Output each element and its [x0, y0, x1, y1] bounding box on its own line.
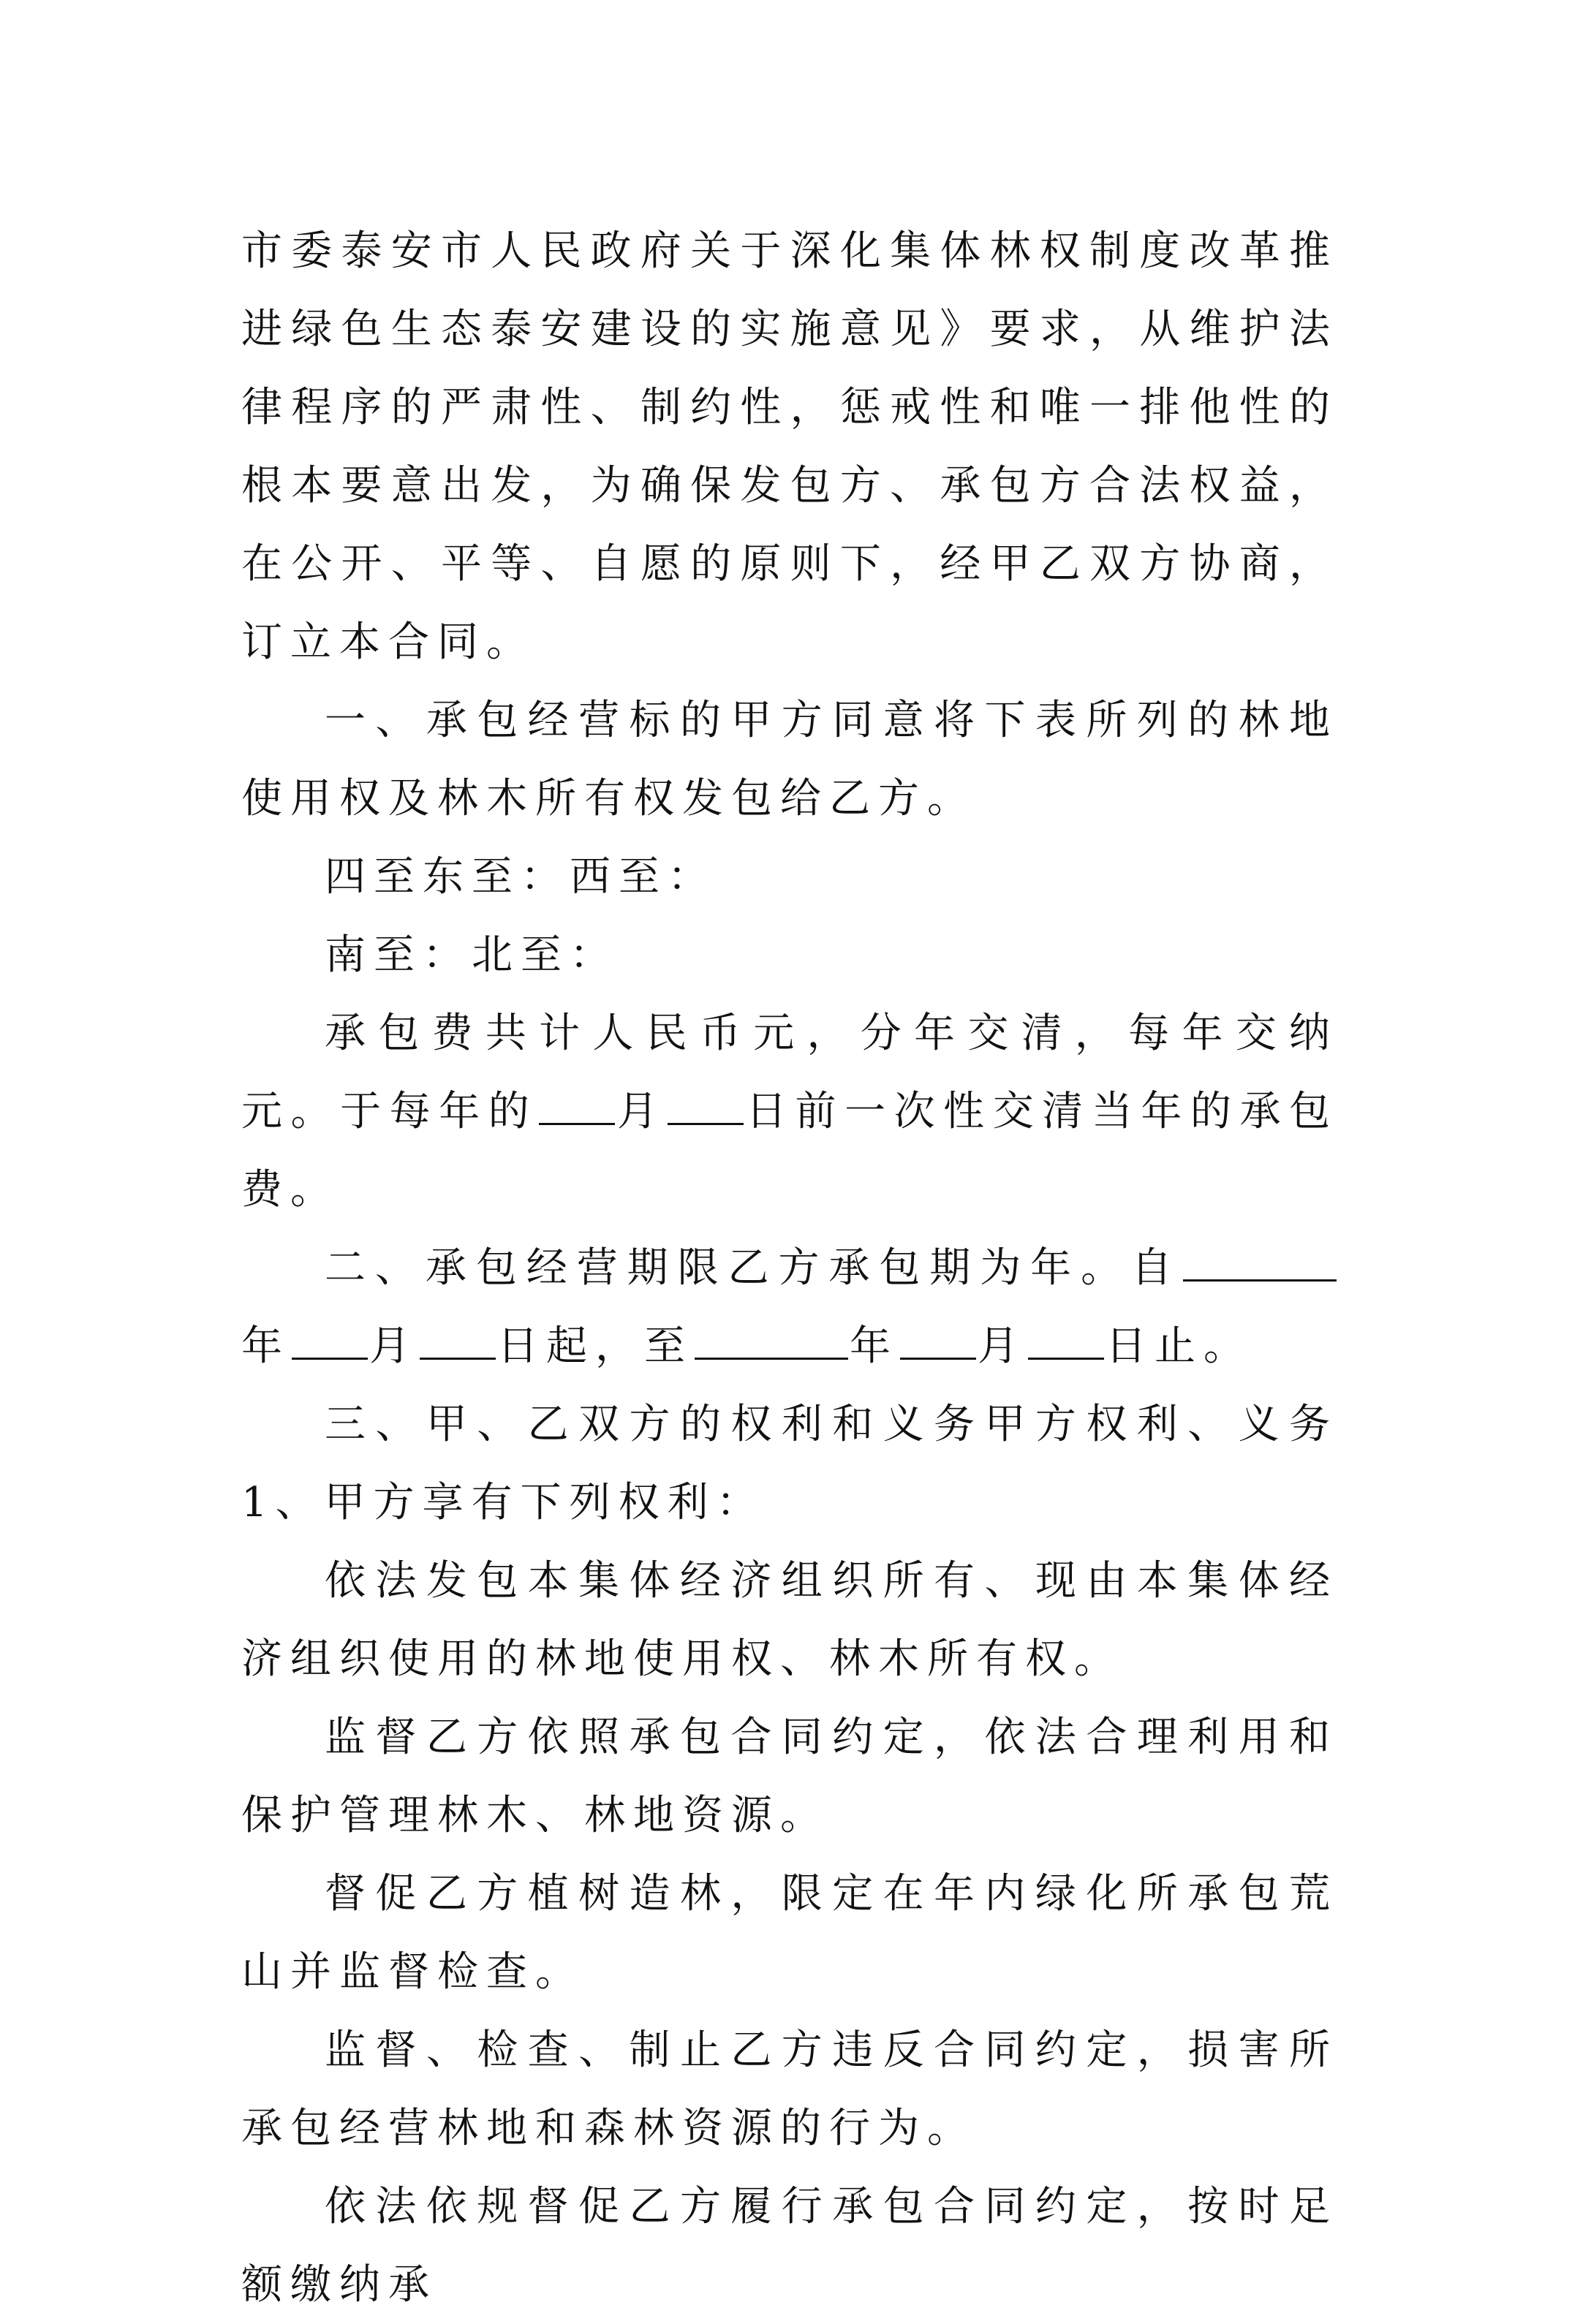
paragraph-right-1: 依法发包本集体经济组织所有、现由本集体经济组织使用的林地使用权、林木所有权。 — [241, 1557, 1338, 1683]
term-text-g: 日止。 — [1106, 1322, 1252, 1370]
paragraph-right-2: 监督乙方依照承包合同约定，依法合理利用和保护管理林木、林地资源。 — [241, 1714, 1338, 1839]
blank-start-year — [1183, 1243, 1337, 1282]
paragraph-right-5: 依法依规督促乙方履行承包合同约定，按时足额缴纳承 — [241, 2183, 1338, 2309]
term-text-a: 二、承包经营期限乙方承包期为年。自 — [325, 1244, 1182, 1292]
blank-start-month — [292, 1321, 368, 1360]
term-text-b: 年 — [241, 1322, 290, 1370]
fee-text-a: 承包费共计人民币元，分年交清，每年交纳元。于每年的 — [241, 1010, 1338, 1135]
term-text-e: 年 — [850, 1322, 899, 1370]
blank-end-month — [900, 1321, 976, 1360]
term-text-f: 月 — [978, 1322, 1027, 1370]
fee-text-b: 月 — [616, 1088, 667, 1135]
paragraph-fee — [241, 994, 1338, 1229]
paragraph-right-4: 监督、检查、制止乙方违反合同约定，损害所承包经营林地和森林资源的行为。 — [241, 2026, 1338, 2152]
blank-start-day — [420, 1321, 496, 1360]
document-page — [241, 212, 1338, 2324]
blank-end-year — [695, 1321, 848, 1360]
fee-text-c: 日前一次性交清当年的承包费。 — [241, 1088, 1339, 1214]
blank-month — [539, 1086, 615, 1125]
paragraph-boundaries-south-north: 南至：北至： — [325, 931, 619, 979]
term-text-d: 日起，至 — [497, 1322, 693, 1370]
paragraph-right-3: 督促乙方植树造林，限定在年内绿化所承包荒山并监督检查。 — [241, 1870, 1338, 1996]
paragraph-section-2-term — [241, 1229, 1338, 1385]
blank-day — [668, 1086, 744, 1125]
paragraph-boundaries-east-west: 四至东至：西至： — [325, 853, 717, 901]
paragraph-section-1: 一、承包经营标的甲方同意将下表所列的林地使用权及林木所有权发包给乙方。 — [241, 697, 1338, 822]
paragraph-preamble: 市委泰安市人民政府关于深化集体林权制度改革推进绿色生态泰安建设的实施意见》要求，从维护法律程序的严肃性、制约性，惩戒性和唯一排他性的根本要意出发，为确保发包方、承包方合法权益，在公开、平等、自愿的原则下，经甲乙双方协商，订立本合同。 — [241, 227, 1338, 666]
paragraph-section-3: 三、甲、乙双方的权利和义务甲方权利、义务1、甲方享有下列权利： — [241, 1401, 1338, 1526]
blank-end-day — [1028, 1321, 1104, 1360]
term-text-c: 月 — [369, 1322, 418, 1370]
